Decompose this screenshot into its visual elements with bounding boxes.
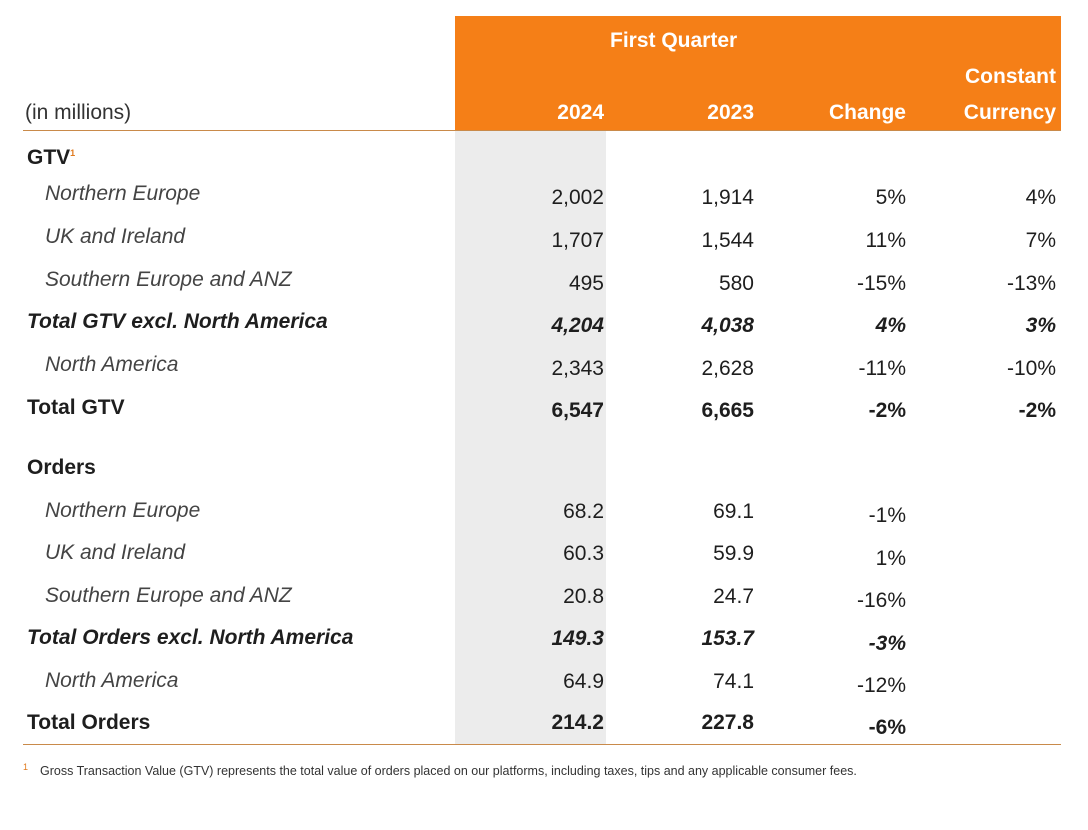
col-cc-header-line1: Constant (965, 65, 1056, 88)
cell-2023: 2,628 (701, 357, 754, 380)
first-quarter-header: First Quarter (610, 29, 738, 52)
row-label: UK and Ireland (45, 541, 186, 564)
cell-2023: 580 (718, 272, 754, 295)
cell-2023: 153.7 (701, 627, 754, 650)
cell-2023: 6,665 (701, 399, 754, 422)
cell-2024: 495 (568, 272, 604, 295)
cell-2023: 1,914 (701, 186, 754, 209)
units-label: (in millions) (25, 101, 132, 124)
row-label: Total GTV (27, 396, 125, 419)
cell-cc: 3% (1025, 314, 1056, 337)
footnote (23, 757, 1063, 781)
cell-cc: -2% (1018, 399, 1056, 422)
row-label: North America (45, 669, 179, 692)
cell-change: -2% (868, 399, 906, 422)
cell-2024: 20.8 (563, 585, 604, 608)
cell-2024: 2,343 (551, 357, 604, 380)
cell-2023: 59.9 (713, 542, 754, 565)
cell-cc: 4% (1025, 186, 1056, 209)
col-change-header: Change (828, 101, 906, 124)
row-label: Southern Europe and ANZ (45, 268, 292, 291)
cell-2023: 227.8 (701, 711, 754, 734)
cell-2023: 74.1 (713, 670, 754, 693)
cell-2023: 4,038 (701, 314, 754, 337)
gtv-section-title (27, 141, 75, 170)
cell-change: -6% (868, 716, 906, 739)
cell-2024: 6,547 (551, 399, 604, 422)
col-2024-header: 2024 (557, 101, 604, 124)
cell-change: -15% (856, 272, 906, 295)
cell-change: 1% (875, 547, 906, 570)
cell-change: -11% (858, 357, 906, 380)
footnote-marker: 1 (23, 762, 29, 772)
row-label: North America (45, 353, 179, 376)
row-label: Southern Europe and ANZ (45, 584, 292, 607)
row-label: Northern Europe (45, 182, 201, 205)
cell-2023: 69.1 (713, 500, 754, 523)
cell-2024: 149.3 (551, 627, 604, 650)
cell-change: -16% (856, 589, 906, 612)
current-year-highlight (455, 130, 606, 744)
row-label: Northern Europe (45, 499, 201, 522)
cell-change: -1% (868, 504, 906, 527)
cell-cc: -10% (1006, 357, 1056, 380)
cell-change: 5% (875, 186, 906, 209)
cell-change: -3% (868, 632, 906, 655)
header-divider (23, 130, 1061, 131)
row-label: Total GTV excl. North America (27, 310, 328, 333)
cell-change: 11% (865, 229, 906, 252)
table-bottom-divider (23, 744, 1061, 745)
cell-2024: 4,204 (551, 314, 604, 337)
gtv-title-text: GTV (27, 146, 71, 169)
cell-2023: 24.7 (713, 585, 754, 608)
col-2023-header: 2023 (707, 101, 754, 124)
footnote-text: Gross Transaction Value (GTV) represents the total value of orders placed on our platforms, including taxes, tips and any applicable consumer fees. (40, 764, 857, 779)
cell-change: -12% (856, 674, 906, 697)
cell-cc: 7% (1025, 229, 1056, 252)
cell-2024: 64.9 (563, 670, 604, 693)
footnote-ref: 1 (70, 148, 76, 158)
orders-section-title: Orders (27, 456, 96, 479)
cell-2024: 60.3 (563, 542, 604, 565)
cell-2024: 68.2 (563, 500, 604, 523)
cell-2024: 2,002 (551, 186, 604, 209)
cell-2024: 214.2 (551, 711, 604, 734)
row-label: Total Orders excl. North America (27, 626, 354, 649)
row-label: UK and Ireland (45, 225, 186, 248)
cell-2023: 1,544 (701, 229, 754, 252)
cell-change: 4% (875, 314, 906, 337)
col-cc-header-line2: Currency (963, 101, 1056, 124)
cell-2024: 1,707 (551, 229, 604, 252)
row-label: Total Orders (27, 711, 151, 734)
cell-cc: -13% (1006, 272, 1056, 295)
